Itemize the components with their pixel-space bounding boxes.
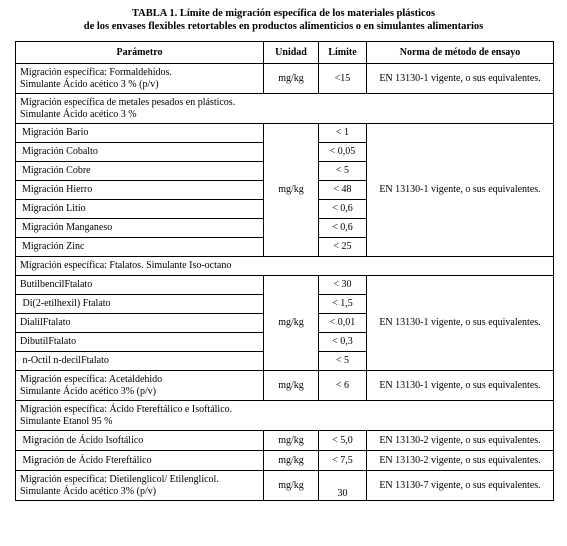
- table-title: [0, 7, 567, 33]
- cell-unidad: mg/kg: [264, 371, 319, 401]
- table-row: [16, 124, 554, 143]
- cell-limite: < 0,6: [319, 219, 367, 238]
- section-row: [16, 94, 554, 124]
- cell-parametro-line: Migración específica: Formaldehidos.: [20, 66, 172, 78]
- cell-parametro-line: Migración específica: Dietilenglicol/ Etilenglicol.: [20, 473, 219, 485]
- cell-parametro: DialilFtalato: [16, 314, 264, 333]
- table-title-line-1: TABLA 1. Límite de migración específica de los materiales plásticos: [131, 8, 436, 19]
- section-label: [16, 401, 319, 431]
- cell-limite: < 5: [319, 352, 367, 371]
- cell-limite: < 5: [319, 162, 367, 181]
- cell-parametro: ButilbencilFtalato: [16, 276, 264, 295]
- section-label: Migración específica: Ftalatos. Simulante Iso-octano: [16, 257, 319, 276]
- cell-parametro-line: Simulante Ácido acético 3 % (p/v): [20, 78, 159, 90]
- section-row: [16, 257, 554, 276]
- cell-parametro: Migración Hierro: [16, 181, 264, 200]
- cell-limite: < 1,5: [319, 295, 367, 314]
- cell-limite: < 48: [319, 181, 367, 200]
- cell-unidad-ftalatos: mg/kg: [264, 276, 319, 371]
- cell-limite: < 25: [319, 238, 367, 257]
- cell-limite: 30: [319, 471, 367, 501]
- cell-parametro-line: Migración específica: Acetaldehido: [20, 373, 163, 385]
- migration-limits-table: [15, 41, 554, 501]
- cell-limite: < 0,3: [319, 333, 367, 352]
- cell-limite: < 6: [319, 371, 367, 401]
- cell-parametro-line: Simulante Ácido acético 3% (p/v): [20, 385, 157, 397]
- cell-limite: < 0,6: [319, 200, 367, 219]
- cell-unidad: mg/kg: [264, 64, 319, 94]
- cell-parametro: Migración de Ácido Ftereftálico: [16, 451, 264, 471]
- cell-limite: < 5,0: [319, 431, 367, 451]
- cell-norma: EN 13130-2 vigente, o sus equivalentes.: [367, 451, 554, 471]
- table-title-line-2: de los envases flexibles retortables en productos alimenticios o en simulantes alimentarios: [83, 21, 484, 32]
- header-norma: Norma de método de ensayo: [367, 42, 554, 64]
- table-header-row: [16, 42, 554, 64]
- table-row: [16, 451, 554, 471]
- cell-limite: <15: [319, 64, 367, 94]
- table-row: [16, 371, 554, 401]
- cell-norma: EN 13130-1 vigente, o sus equivalentes.: [367, 64, 554, 94]
- cell-limite: < 0,05: [319, 143, 367, 162]
- cell-parametro: [16, 371, 264, 401]
- cell-parametro-line: Simulante Ácido acético 3% (p/v): [20, 485, 157, 497]
- header-parametro: Parámetro: [16, 42, 264, 64]
- cell-unidad: mg/kg: [264, 471, 319, 501]
- table-row: [16, 431, 554, 451]
- cell-limite: < 0,01: [319, 314, 367, 333]
- section-label-line: Migración específica de metales pesados en plásticos.: [20, 96, 236, 108]
- cell-parametro: Migración Litio: [16, 200, 264, 219]
- cell-norma-metales: EN 13130-1 vigente, o sus equivalentes.: [367, 124, 554, 257]
- cell-norma: EN 13130-2 vigente, o sus equivalentes.: [367, 431, 554, 451]
- section-blank: [319, 94, 554, 124]
- cell-unidad-metales: mg/kg: [264, 124, 319, 257]
- table-row: [16, 471, 554, 501]
- cell-norma-ftalatos: EN 13130-1 vigente, o sus equivalentes.: [367, 276, 554, 371]
- section-label: [16, 94, 319, 124]
- cell-parametro: Migración Manganeso: [16, 219, 264, 238]
- section-row: [16, 401, 554, 431]
- cell-unidad: mg/kg: [264, 451, 319, 471]
- table-row: [16, 276, 554, 295]
- cell-limite: < 1: [319, 124, 367, 143]
- section-label-line: Migración específica: Ácido Ftereftálico e Isoftálico.: [20, 403, 233, 415]
- cell-parametro: [16, 471, 264, 501]
- cell-parametro: [16, 64, 264, 94]
- cell-norma: EN 13130-7 vigente, o sus equivalentes.: [367, 471, 554, 501]
- cell-parametro: n-Octil n-decilFtalato: [16, 352, 264, 371]
- cell-parametro: DibutilFtalato: [16, 333, 264, 352]
- cell-norma: EN 13130-1 vigente, o sus equivalentes.: [367, 371, 554, 401]
- cell-parametro: Migración Cobalto: [16, 143, 264, 162]
- cell-parametro: Di(2-etilhexil) Ftalato: [16, 295, 264, 314]
- cell-parametro: Migración Cobre: [16, 162, 264, 181]
- section-blank: [319, 401, 554, 431]
- cell-limite: < 7,5: [319, 451, 367, 471]
- section-blank: [319, 257, 554, 276]
- section-label-line: Simulante Ácido acético 3 %: [20, 108, 137, 120]
- header-limite: Límite: [319, 42, 367, 64]
- cell-parametro: Migración de Ácido Isoftálico: [16, 431, 264, 451]
- cell-parametro: Migración Bario: [16, 124, 264, 143]
- header-unidad: Unidad: [264, 42, 319, 64]
- cell-parametro: Migración Zinc: [16, 238, 264, 257]
- table-row: [16, 64, 554, 94]
- section-label-line: Simulante Etanol 95 %: [20, 415, 113, 427]
- cell-unidad: mg/kg: [264, 431, 319, 451]
- cell-limite: < 30: [319, 276, 367, 295]
